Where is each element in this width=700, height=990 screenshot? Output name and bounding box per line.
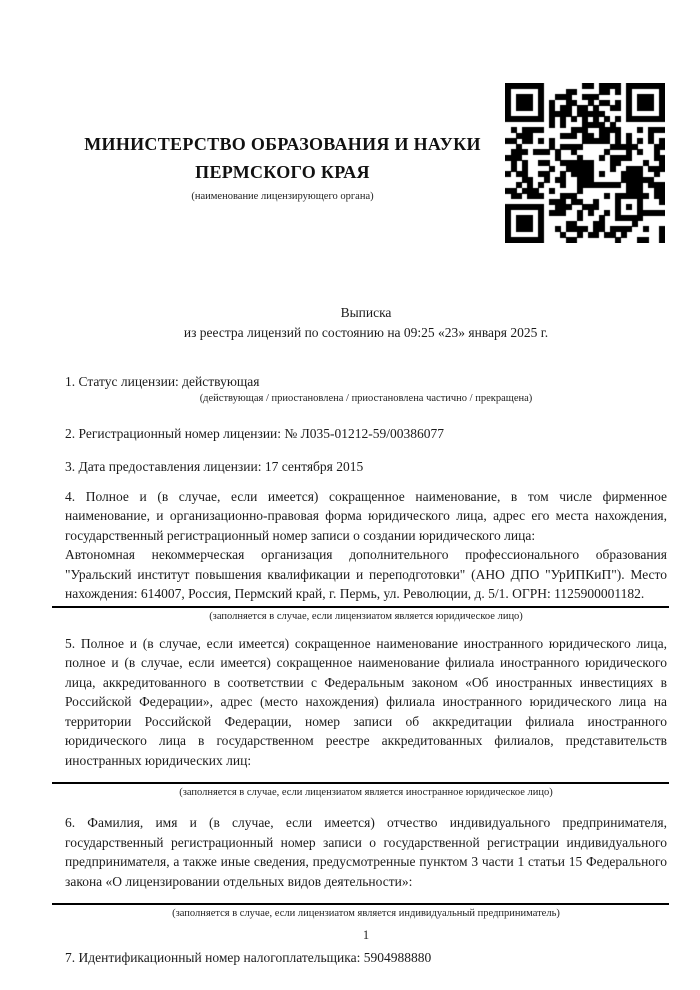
section-registration-number [65,424,667,444]
license-grant-date-text: 3. Дата предоставления лицензии: 17 сентября 2015 [65,459,364,474]
legal-entity-value: Автономная некоммерческая организация дополнительного профессионального образования "Уральский институт повышения квалификации и переподготовки" (АНО ДПО "УрИПКиП"). Место нахождения: 614007, Россия, Пермский край, г. Пермь, ул. Революции, д. 5/1. ОГРН: 1125900001182. [65,547,667,601]
licensing-authority [70,130,495,204]
license-status-text: 1. Статус лицензии: действующая [65,374,260,389]
section-foreign-entity [65,634,667,801]
document-title [65,303,667,342]
legal-entity-description: 4. Полное и (в случае, если имеется) сокращенное наименование, в том числе фирменное наименование, и организационно-правовая форма юридического лица, адрес его места нахождения, государственный регистрационный номер записи о создании юридического лица: [65,488,667,543]
document-header [65,0,667,303]
section-license-status [65,372,667,406]
legal-entity-caption: (заполняется в случае, если лицензиатом является юридическое лицо) [209,610,523,622]
ministry-name-line-1: МИНИСТЕРСТВО ОБРАЗОВАНИЯ И НАУКИ [84,134,481,154]
title-date-line: из реестра лицензий по состоянию на 09:25 «23» января 2025 г. [183,324,549,340]
taxpayer-number-text: 7. Идентификационный номер налогоплательщика: 5904988880 [65,950,432,965]
foreign-entity-description: 5. Полное и (в случае, если имеется) сокращенное наименование иностранного юридического лица, полное и (в случае, если имеется) сокращенное наименование филиала иностранного юридического лица, аккредитованного в соответствии с Федеральным законом «Об иностранных инвестициях в Российской Федерации», адрес (место нахождения) филиала иностранного юридического лица на территории Российской Федерации, номер записи об аккредитации филиала иностранного юридического лица в государственном реестре аккредитованных филиалов, представительств иностранных юридических лиц: [65,635,667,768]
field-underline [52,782,669,784]
foreign-entity-caption: (заполняется в случае, если лицензиатом является иностранное юридическое лицо) [179,787,553,798]
field-underline [52,903,669,905]
registration-number-text: 2. Регистрационный номер лицензии: № Л035-01212-59/00386077 [65,425,445,441]
field-underline [52,606,669,608]
title-line: Выписка [340,305,392,320]
section-license-grant-date [65,457,667,477]
individual-entrepreneur-caption: (заполняется в случае, если лицензиатом является индивидуальный предприниматель) [172,908,560,919]
qr-code-icon [505,83,665,243]
section-taxpayer-number [65,948,667,968]
ministry-name-line-2: ПЕРМСКОГО КРАЯ [195,162,370,182]
section-legal-entity [65,487,667,624]
individual-entrepreneur-description: 6. Фамилия, имя и (в случае, если имеется) отчество индивидуального предпринимателя, государственный регистрационный номер записи о государственной регистрации индивидуального предпринимателя, а также иные сведения, предусмотренные пунктом 3 части 1 статьи 15 Федерального закона «О лицензировании отдельных видов деятельности»: [65,815,667,889]
page-number: 1 [362,928,370,942]
license-status-options-caption: (действующая / приостановлена / приостановлена частично / прекращена) [199,392,533,404]
section-individual-entrepreneur [65,813,667,921]
licensing-authority-caption: (наименование лицензирующего органа) [191,191,374,202]
